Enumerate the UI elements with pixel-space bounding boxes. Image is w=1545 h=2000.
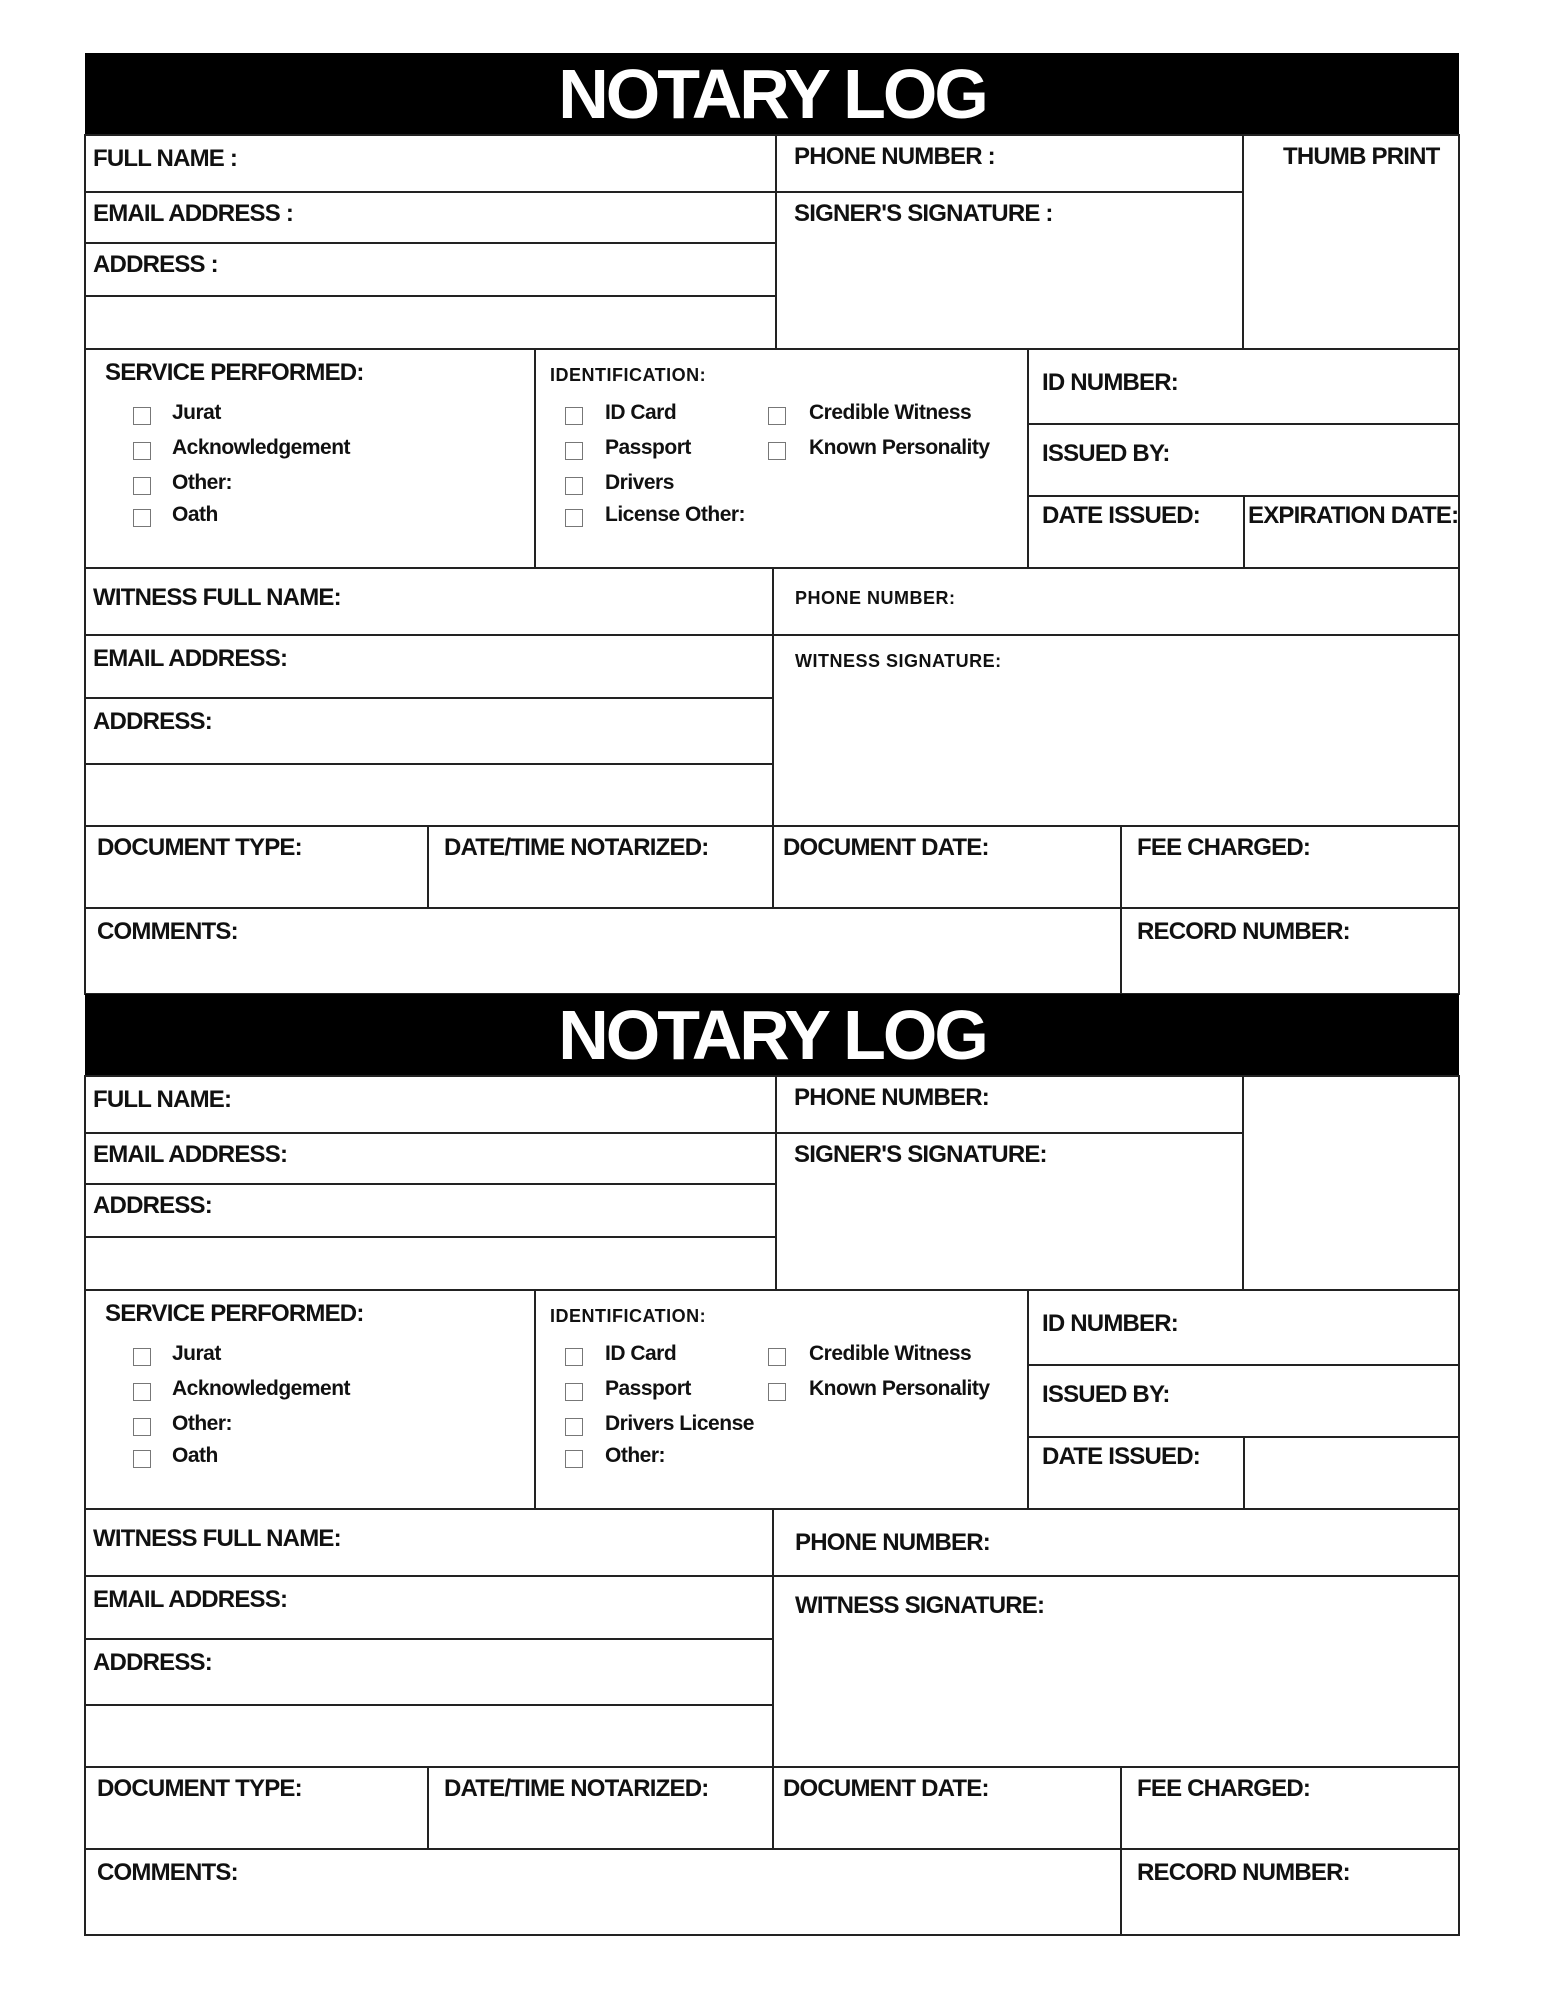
service-performed-label: SERVICE PERFORMED: — [105, 1300, 364, 1327]
fee-charged-label: FEE CHARGED: — [1137, 1775, 1311, 1802]
identification-checkbox[interactable] — [565, 509, 583, 527]
identification-checkbox[interactable] — [565, 1418, 583, 1436]
witness-phone-number-label: PHONE NUMBER: — [795, 1529, 990, 1556]
service-checkbox[interactable] — [133, 1348, 151, 1366]
identification-option-label: Drivers License — [605, 1412, 754, 1435]
address-label: ADDRESS: — [93, 1192, 212, 1219]
service-option-label: Acknowledgement — [172, 1377, 351, 1400]
service-checkbox[interactable] — [133, 407, 151, 425]
identification-option-label: Credible Witness — [809, 1342, 972, 1365]
service-performed-label: SERVICE PERFORMED: — [105, 359, 364, 386]
id-number-label: ID NUMBER: — [1042, 1310, 1178, 1337]
phone-number-label: PHONE NUMBER: — [794, 1084, 989, 1111]
witness-address-line-2-field[interactable] — [84, 763, 774, 827]
comments-label: COMMENTS: — [97, 1859, 238, 1886]
page-title: NOTARY LOG — [85, 994, 1459, 1076]
identification-option-label: Known Personality — [809, 1377, 990, 1400]
service-checkbox[interactable] — [133, 1450, 151, 1468]
comments-field[interactable] — [84, 1848, 1122, 1936]
service-checkbox[interactable] — [133, 1383, 151, 1401]
email-address-label: EMAIL ADDRESS : — [93, 200, 294, 227]
identification-option-label: License Other: — [605, 503, 746, 526]
identification-checkbox[interactable] — [565, 442, 583, 460]
identification-checkbox[interactable] — [565, 1383, 583, 1401]
witness-address-label: ADDRESS: — [93, 708, 212, 735]
document-date-label: DOCUMENT DATE: — [783, 834, 989, 861]
witness-email-label: EMAIL ADDRESS: — [93, 1586, 288, 1613]
identification-option-label: ID Card — [605, 1342, 677, 1365]
document-type-label: DOCUMENT TYPE: — [97, 1775, 302, 1802]
date-time-notarized-label: DATE/TIME NOTARIZED: — [444, 834, 709, 861]
phone-number-label: PHONE NUMBER : — [794, 143, 995, 170]
identification-option-label: Credible Witness — [809, 401, 972, 424]
witness-full-name-label: WITNESS FULL NAME: — [93, 584, 341, 611]
service-option-label: Other: — [172, 1412, 232, 1435]
full-name-label: FULL NAME : — [93, 145, 238, 172]
identification-checkbox[interactable] — [768, 407, 786, 425]
witness-address-label: ADDRESS: — [93, 1649, 212, 1676]
identification-checkbox[interactable] — [565, 1450, 583, 1468]
id-number-label: ID NUMBER: — [1042, 369, 1178, 396]
identification-option-label: Other: — [605, 1444, 665, 1467]
witness-signature-label: WITNESS SIGNATURE: — [795, 1592, 1045, 1619]
witness-full-name-label: WITNESS FULL NAME: — [93, 1525, 341, 1552]
signer-signature-label: SIGNER'S SIGNATURE : — [794, 200, 1053, 227]
identification-checkbox[interactable] — [565, 1348, 583, 1366]
service-option-label: Other: — [172, 471, 232, 494]
identification-checkbox[interactable] — [768, 442, 786, 460]
service-checkbox[interactable] — [133, 509, 151, 527]
document-type-label: DOCUMENT TYPE: — [97, 834, 302, 861]
issued-by-label: ISSUED BY: — [1042, 440, 1170, 467]
comments-field[interactable] — [84, 907, 1122, 995]
identification-checkbox[interactable] — [565, 407, 583, 425]
service-checkbox[interactable] — [133, 1418, 151, 1436]
date-issued-label: DATE ISSUED: — [1042, 502, 1200, 529]
identification-label: IDENTIFICATION: — [550, 1306, 707, 1326]
fee-charged-label: FEE CHARGED: — [1137, 834, 1311, 861]
record-number-label: RECORD NUMBER: — [1137, 918, 1350, 945]
witness-email-label: EMAIL ADDRESS: — [93, 645, 288, 672]
document-date-label: DOCUMENT DATE: — [783, 1775, 989, 1802]
witness-signature-label: WITNESS SIGNATURE: — [795, 651, 1002, 671]
identification-option-label: Drivers — [605, 471, 674, 494]
page-title: NOTARY LOG — [85, 53, 1459, 135]
full-name-label: FULL NAME: — [93, 1086, 232, 1113]
record-number-label: RECORD NUMBER: — [1137, 1859, 1350, 1886]
identification-option-label: Passport — [605, 1377, 691, 1400]
service-option-label: Acknowledgement — [172, 436, 351, 459]
address-line-2-field[interactable] — [84, 295, 777, 350]
witness-address-line-2-field[interactable] — [84, 1704, 774, 1768]
identification-option-label: Passport — [605, 436, 691, 459]
issued-by-label: ISSUED BY: — [1042, 1381, 1170, 1408]
expiration-date-field[interactable] — [1243, 1436, 1460, 1510]
identification-option-label: Known Personality — [809, 436, 990, 459]
address-label: ADDRESS : — [93, 251, 218, 278]
service-option-label: Jurat — [172, 401, 221, 424]
service-option-label: Oath — [172, 503, 218, 526]
comments-label: COMMENTS: — [97, 918, 238, 945]
service-checkbox[interactable] — [133, 477, 151, 495]
witness-phone-number-label: PHONE NUMBER: — [795, 588, 956, 608]
thumb-print-label: THUMB PRINT — [1283, 143, 1440, 170]
expiration-date-label: EXPIRATION DATE: — [1248, 502, 1459, 529]
identification-checkbox[interactable] — [768, 1383, 786, 1401]
identification-checkbox[interactable] — [565, 477, 583, 495]
thumb-print-field[interactable] — [1242, 1075, 1460, 1291]
signer-signature-label: SIGNER'S SIGNATURE: — [794, 1141, 1047, 1168]
email-address-label: EMAIL ADDRESS: — [93, 1141, 288, 1168]
date-time-notarized-label: DATE/TIME NOTARIZED: — [444, 1775, 709, 1802]
service-option-label: Oath — [172, 1444, 218, 1467]
address-line-2-field[interactable] — [84, 1236, 777, 1291]
date-issued-label: DATE ISSUED: — [1042, 1443, 1200, 1470]
service-option-label: Jurat — [172, 1342, 221, 1365]
identification-checkbox[interactable] — [768, 1348, 786, 1366]
identification-option-label: ID Card — [605, 401, 677, 424]
service-checkbox[interactable] — [133, 442, 151, 460]
identification-label: IDENTIFICATION: — [550, 365, 707, 385]
